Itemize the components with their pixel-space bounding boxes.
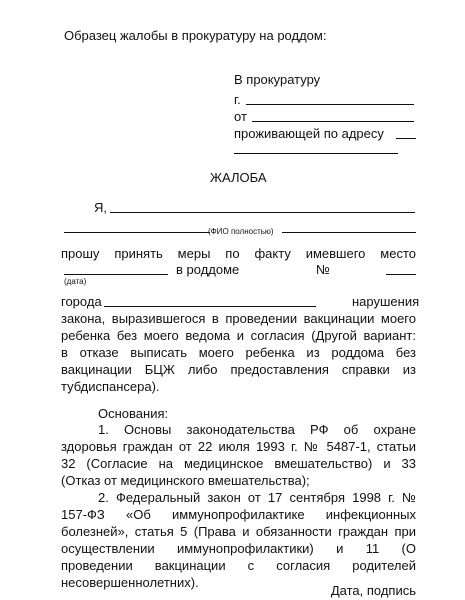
name-line-2 xyxy=(64,232,210,233)
ground1-line: 32 (Согласие на медицинское вмешательство) и 33 xyxy=(61,456,416,471)
header-address-line xyxy=(396,138,416,139)
header-to: В прокуратуру xyxy=(234,72,321,87)
header-city-line xyxy=(246,104,414,105)
date-line xyxy=(64,274,168,275)
header-address-label: проживающей по адресу xyxy=(234,126,384,141)
header-address-line-2 xyxy=(234,153,398,154)
header-from-line xyxy=(252,121,414,122)
ground2-line: проведении вакцинации с согласия родителей xyxy=(61,558,416,573)
body-line: вакцинации БЦЖ либо предоставления справки из xyxy=(61,362,416,377)
number-sign: № xyxy=(316,262,330,277)
name-line xyxy=(110,212,415,213)
city-line xyxy=(104,306,316,307)
body-line: закона, выразившегося в проведении вакцинации моего xyxy=(61,311,416,326)
ground2-line: несовершеннолетних). xyxy=(61,575,199,590)
signature-label: Дата, подпись xyxy=(330,583,416,598)
ground1-line: (Отказ от медицинского вмешательства); xyxy=(61,473,310,488)
header-from-label: от xyxy=(234,109,247,124)
body-line: ребенка без моего ведома и согласия (Другой вариант: xyxy=(61,328,416,343)
date-caption: (дата) xyxy=(64,277,87,286)
grounds-title: Основания: xyxy=(98,406,169,421)
city-word: города xyxy=(61,294,102,309)
number-line xyxy=(386,274,416,275)
request-line: прошу принять меры по факту имевшего место xyxy=(61,246,416,261)
fio-caption: (ФИО полностью) xyxy=(208,227,274,236)
violation-word: нарушения xyxy=(352,294,420,309)
header-city-label: г. xyxy=(234,92,241,107)
sample-title: Образец жалобы в прокуратуру на роддом: xyxy=(64,28,327,43)
ground1-line: здоровья граждан от 22 июля 1993 г. № 5487-1, статьи xyxy=(61,439,416,454)
name-line-3 xyxy=(282,232,416,233)
ground2-line: осуществлении иммунопрофилактики) и 11 (О xyxy=(61,541,416,556)
doc-heading: ЖАЛОБА xyxy=(210,170,267,185)
body-line: в отказе выписать моего ребенка из роддома без xyxy=(61,345,416,360)
maternity-word: в роддоме xyxy=(176,262,240,277)
ground1-line: 1. Основы законодательства РФ об охране xyxy=(98,422,416,437)
i-prefix: Я, xyxy=(94,200,107,215)
ground2-line: 2. Федеральный закон от 17 сентября 1998 г. № xyxy=(98,490,416,505)
body-line: тубдиспансера). xyxy=(61,379,160,394)
ground2-line: 157-ФЗ «Об иммунопрофилактике инфекционных xyxy=(61,507,416,522)
ground2-line: болезней», статья 5 (Права и обязанности граждан при xyxy=(61,524,416,539)
